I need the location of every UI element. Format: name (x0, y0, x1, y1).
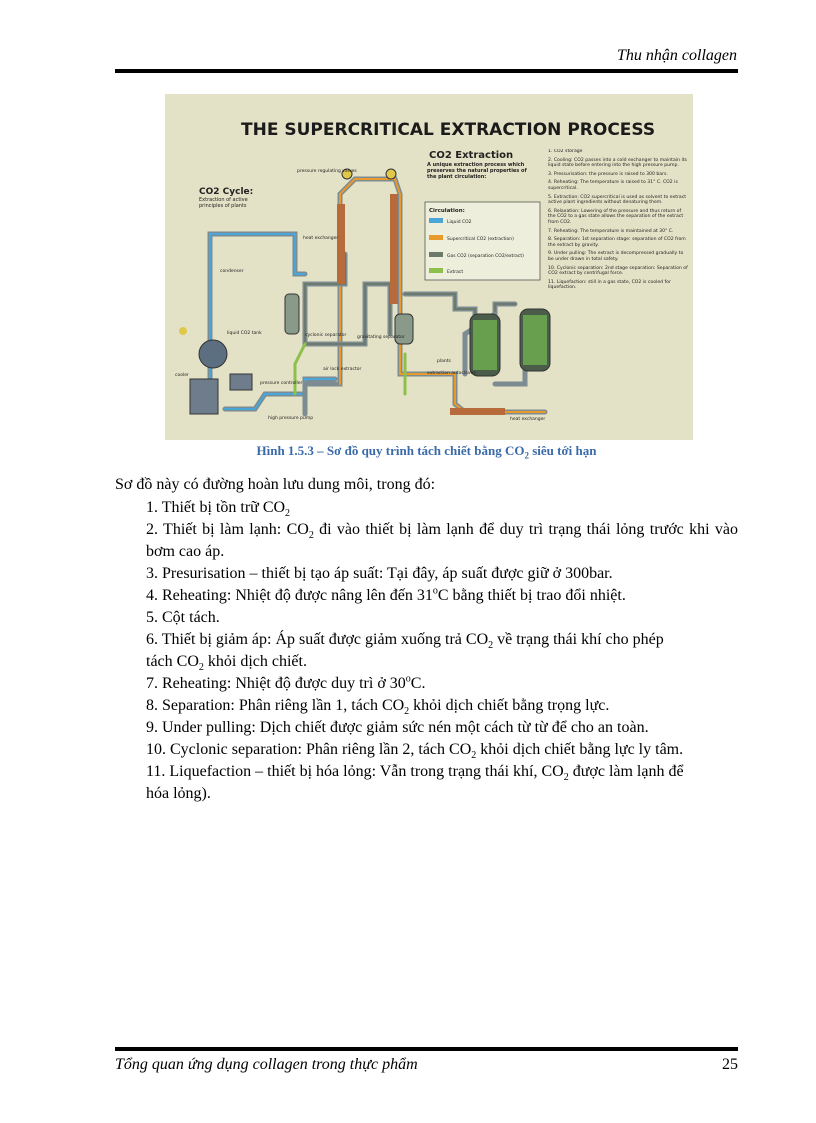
co2-extraction-title: CO2 Extraction (429, 150, 514, 161)
legend-swatch-supercritical (429, 235, 443, 240)
footer-rule (115, 1047, 738, 1051)
legend-item: Extract (447, 270, 464, 275)
legend-swatch-gas (429, 252, 443, 257)
label-plants: plants (437, 359, 451, 364)
list-item: 5. Cột tách. (146, 609, 220, 626)
figure-caption: Hình 1.5.3 – Sơ đồ quy trình tách chiết bằng $CO_2$ siêu tới hạn (256, 443, 597, 461)
list-item: 7. Reheating: Nhiệt độ được duy trì ở 30$^o$C. (146, 673, 426, 692)
list-item: 1. Thiết bị tồn trữ $CO_2$ (146, 499, 291, 520)
label-liquid-tank: liquid CO2 tank (227, 331, 262, 336)
footer-title: Tổng quan ứng dụng collagen trong thực phẩm (115, 1056, 418, 1073)
steps-list (548, 149, 688, 291)
step-list (146, 497, 738, 805)
label-extraction-autoclaves: extraction autoclaves (427, 371, 476, 376)
label-air-lock-extractor: air lock extractor (323, 367, 362, 372)
label-heat-exchanger: heat exchanger (303, 236, 339, 241)
legend (425, 202, 540, 280)
label-gravitating-separator: gravitating separator (357, 335, 405, 340)
list-item: 4. Reheating: Nhiệt độ được nâng lên đến 31$^o$C bằng thiết bị trao đổi nhiệt. (146, 585, 626, 604)
label-pressure-controller: pressure controller (260, 381, 303, 386)
legend-swatch-extract (429, 268, 443, 273)
diagram-step: 6. Relaxation: Lowering of the pressure and thus return of the CO2 to a gas state allows the separation of the extract from CO2. (548, 208, 684, 225)
legend-item: Gas CO2 (separation CO2/extract) (447, 254, 524, 259)
list-item: 11. Liquefaction – thiết bị hóa lỏng: Vẫn trong trạng thái khí, $CO_2$ được làm lạnh để hóa lỏng). (146, 763, 684, 802)
co2-extraction-sub: A unique extraction process which preserves the natural properties of the plant circulation: (427, 162, 527, 180)
list-item: 6. Thiết bị giảm áp: Áp suất được giảm xuống trả $CO_2$ về trạng thái khí cho phép tách $CO_2$ khỏi dịch chiết. (146, 631, 664, 674)
diagram-step: 9. Under pulling: The extract is decompressed gradually to be under drawn in total safety. (548, 251, 684, 262)
process-diagram-figure (165, 94, 693, 440)
diagram-title: THE SUPERCRITICAL EXTRACTION PROCESS (241, 120, 656, 140)
list-item: 9. Under pulling: Dịch chiết được giảm sức nén một cách từ từ để cho an toàn. (146, 719, 649, 736)
label-heat-exchanger-2: heat exchanger (510, 417, 546, 422)
co2-cycle-sub: Extraction of active principles of plants (199, 197, 248, 209)
diagram-step: 2. Cooling: CO2 passes into a cold exchanger to maintain its liquid state before entering into the high pressure pump. (548, 157, 687, 169)
legend-item: Liquid CO2 (447, 220, 472, 225)
header-title: Thu nhận collagen (617, 47, 737, 64)
legend-item: Supercritical CO2 (extraction) (447, 237, 514, 242)
intro-text: Sơ đồ này có đường hoàn lưu dung môi, trong đó: (115, 476, 436, 493)
diagram-step: 10. Cyclonic separation: 2nd stage separation: Separation of CO2 extract by centrifugal force. (548, 265, 688, 277)
list-item: 2. Thiết bị làm lạnh: $CO_2$ đi vào thiết bị làm lạnh để duy trì trạng thái lỏng trước khi vào bơm cao áp. (146, 521, 738, 560)
diagram-step: 4. Reheating: The temperature is raised to 31° C. CO2 is supercritical. (548, 180, 678, 191)
label-high-pressure-pump: high pressure pump (268, 416, 314, 421)
process-diagram (165, 94, 693, 440)
list-item: 10. Cyclonic separation: Phân riêng lần 2, tách $CO_2$ khỏi dịch chiết bằng lực ly tâm. (146, 741, 684, 762)
label-condenser: condenser (220, 269, 244, 274)
header-rule (115, 69, 738, 73)
diagram-step: 7. Reheating: The temperature is maintained at 30° C. (548, 228, 674, 234)
diagram-step: 5. Extraction: CO2 supercritical is used as solvent to extract active plant ingredients without denaturing them. (548, 194, 687, 206)
label-pressure-valves: pressure regulating valves (297, 169, 357, 174)
label-cyclonic-separator: cyclonic separator (305, 333, 347, 338)
list-item: 3. Presurisation – thiết bị tạo áp suất: Tại đây, áp suất được giữ ở 300bar. (146, 565, 613, 582)
co2-cycle-title: CO2 Cycle: (199, 187, 254, 197)
page-number: 25 (722, 1056, 738, 1073)
diagram-step: 8. Separation: 1st separation stage: separation of CO2 from the extract by gravity. (548, 237, 686, 248)
diagram-step: 1. CO2 storage (548, 149, 583, 154)
diagram-step: 3. Pressurisation: the pressure is raised to 300 bars. (548, 171, 668, 177)
list-item: 8. Separation: Phân riêng lần 1, tách $CO_2$ khỏi dịch chiết bằng trọng lực. (146, 697, 610, 718)
legend-title: Circulation: (429, 208, 465, 214)
legend-swatch-liquid (429, 218, 443, 223)
diagram-step: 11. Liquefaction: still in a gas state, CO2 is cooled for liquefaction. (548, 279, 671, 291)
label-cooler: cooler (175, 373, 189, 378)
